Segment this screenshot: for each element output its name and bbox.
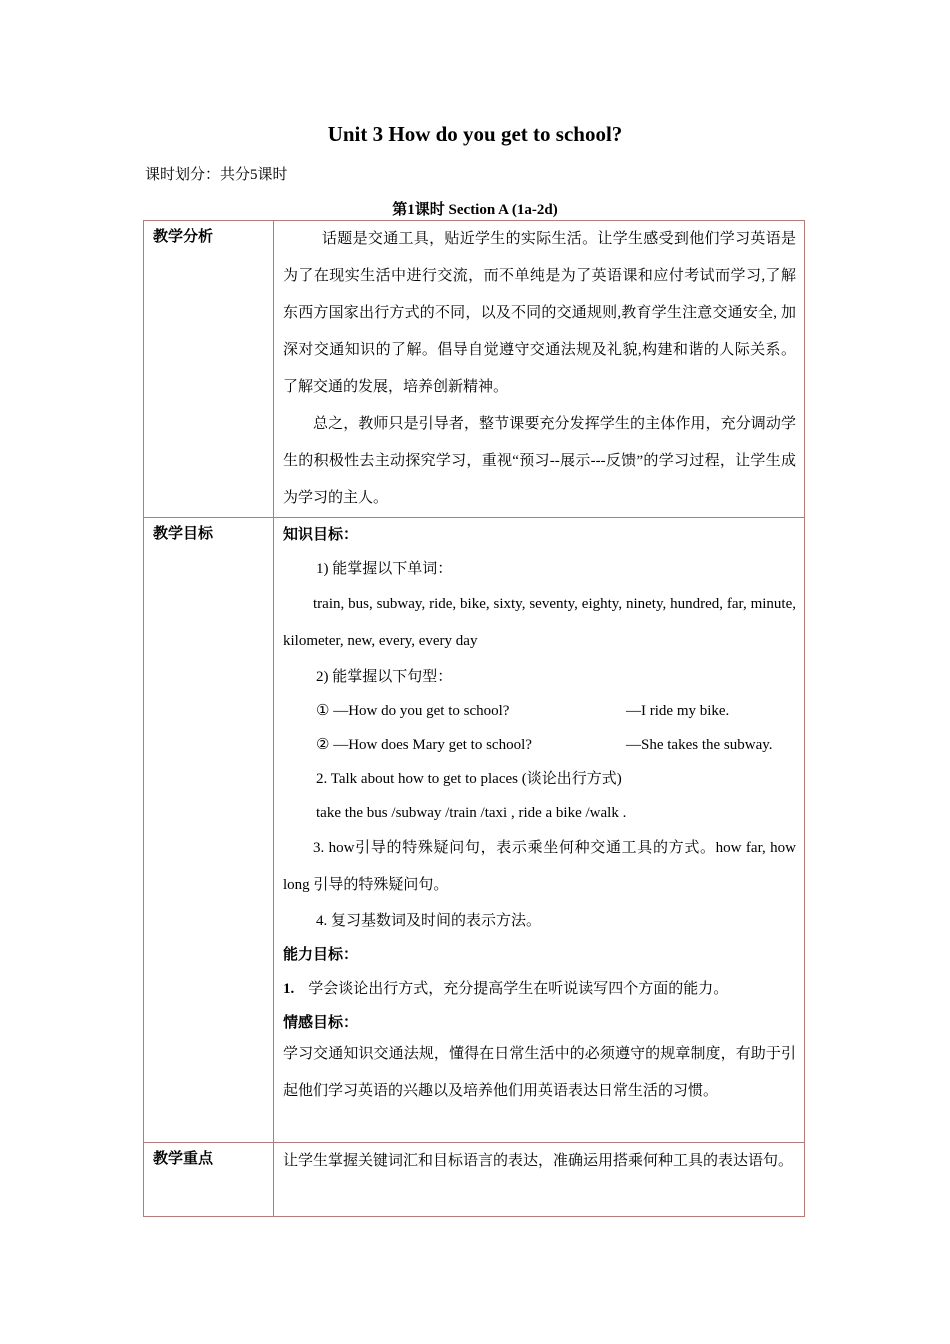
period-info: 课时划分：共分5课时 — [145, 167, 288, 183]
vocabulary-list: train, bus, subway, ride, bike, sixty, seventy, eighty, ninety, hundred, far, minute, kilometer, new, every, every day — [283, 596, 796, 649]
knowledge-item-words: 1) 能掌握以下单词： — [316, 561, 453, 577]
knowledge-heading: 知识目标： — [283, 527, 359, 543]
emotion-text: 学习交通知识交通法规，懂得在日常生活中的必须遵守的规章制度，有助于引起他们学习英语的兴趣以及培养他们用英语表达日常生活的习惯。 — [283, 1046, 796, 1099]
document-title: Unit 3 How do you get to school? — [327, 122, 623, 146]
key-points-content — [274, 1143, 805, 1217]
table-row-analysis — [144, 221, 805, 518]
analysis-content — [274, 221, 805, 518]
knowledge-item-how-questions: 3. how引导的特殊疑问句，表示乘坐何种交通工具的方式。how far, how long 引导的特殊疑问句。 — [283, 840, 796, 893]
dialog-1-answer: —I ride my bike. — [626, 703, 730, 719]
lesson-plan-table — [143, 220, 805, 1217]
dialog-2-answer: —She takes the subway. — [626, 737, 773, 753]
ability-heading: 能力目标： — [283, 947, 359, 963]
knowledge-item-talk: 2. Talk about how to get to places (谈论出行方式) — [316, 771, 622, 787]
analysis-paragraph-2: 总之，教师只是引导者，整节课要充分发挥学生的主体作用，充分调动学生的积极性去主动探究学习，重视“预习--展示---反馈”的学习过程，让学生成为学习的主人。 — [283, 416, 796, 506]
table-row-objectives — [144, 518, 805, 1143]
row-label-objectives: 教学目标 — [144, 518, 274, 1143]
key-points-text: 让学生掌握关键词汇和目标语言的表达，准确运用搭乘何种工具的表达语句。 — [283, 1153, 794, 1169]
knowledge-item-sentences: 2) 能掌握以下句型： — [316, 669, 453, 685]
dialog-example-2 — [283, 728, 796, 762]
analysis-paragraph-1: 话题是交通工具，贴近学生的实际生活。让学生感受到他们学习英语是为了在现实生活中进行交流，而不单纯是为了英语课和应付考试而学习,了解东西方国家出行方式的不同，以及不同的交通规则,教育学生注意交通安全, 加深对交通知识的了解。倡导自觉遵守交通法规及礼貌,构建和谐的人际关系。了解交通的发展，培养创新精神。 — [283, 231, 796, 395]
dialog-1-question: ① —How do you get to school? — [316, 703, 510, 719]
transport-phrases: take the bus /subway /train /taxi , ride a bike /walk . — [316, 805, 627, 821]
ability-item-text: 学会谈论出行方式，充分提高学生在听说读写四个方面的能力。 — [308, 981, 729, 997]
knowledge-item-numbers: 4. 复习基数词及时间的表示方法。 — [316, 913, 542, 929]
objectives-content — [274, 518, 805, 1143]
table-row-key-points — [144, 1143, 805, 1217]
dialog-2-question: ② —How does Mary get to school? — [316, 737, 532, 753]
row-label-analysis: 教学分析 — [144, 221, 274, 518]
emotion-heading: 情感目标： — [283, 1015, 359, 1031]
dialog-example-1 — [283, 694, 796, 728]
section-title: 第1课时 Section A (1a-2d) — [392, 202, 558, 218]
ability-item — [283, 972, 796, 1006]
ability-item-number: 1. — [283, 981, 295, 997]
row-label-key-points: 教学重点 — [144, 1143, 274, 1217]
